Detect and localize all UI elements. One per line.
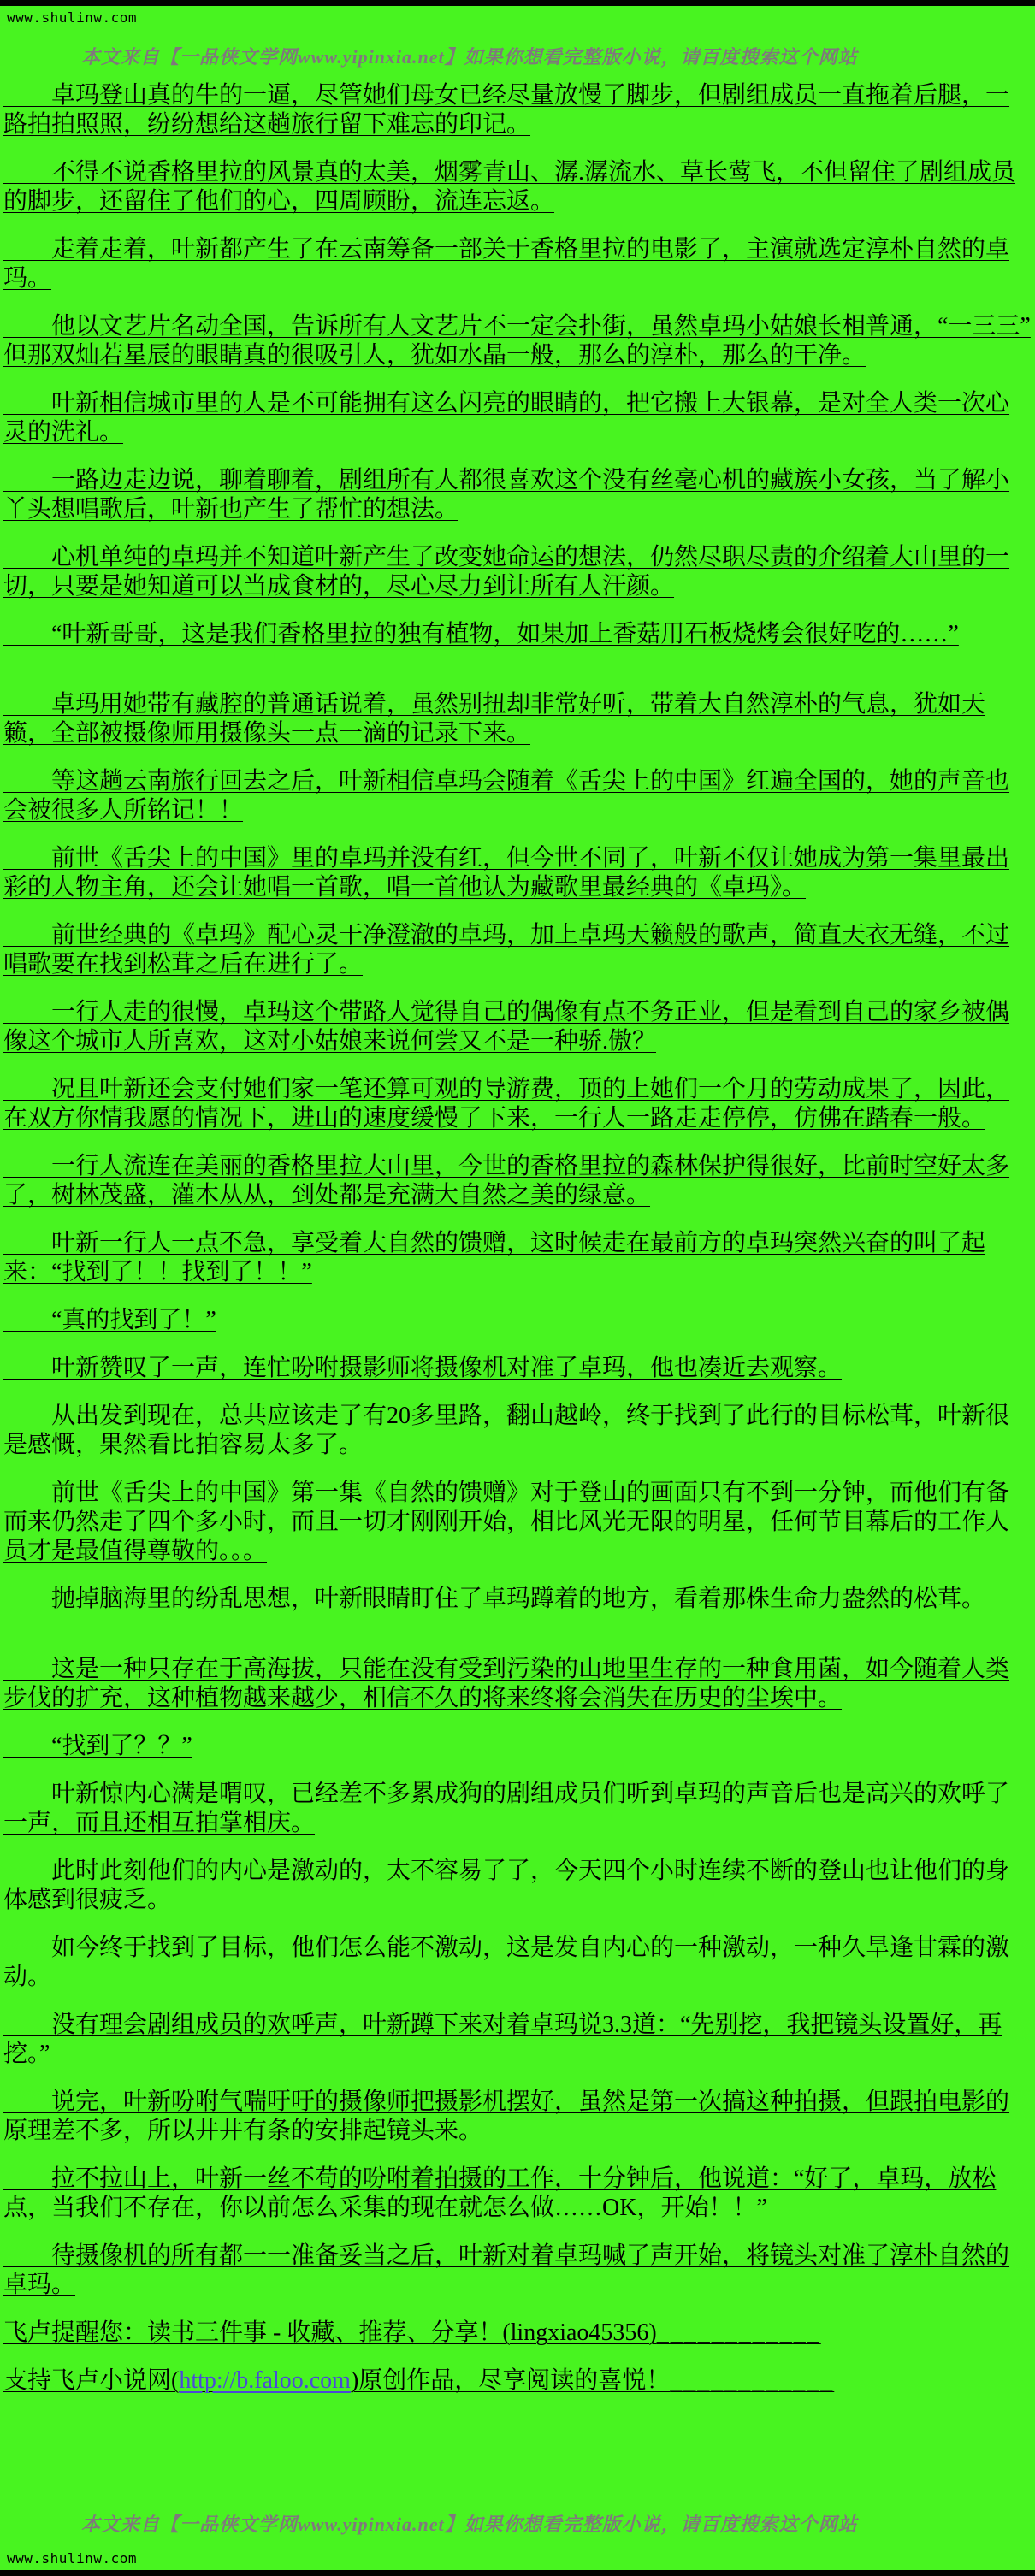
novel-paragraph: 前世《舌尖上的中国》第一集《自然的馈赠》对于登山的画面只有不到一分钟，而他们有备而来仍然走了四个多小时，而且一切才刚刚开始，相比风光无限的明星，任何节目幕后的工作人员才是最值得尊敬的。。。 (3, 1480, 1010, 1564)
novel-paragraph: 他以文艺片名动全国，告诉所有人文艺片不一定会扑街，虽然卓玛小姑娘长相普通，“一三三”但那双灿若星辰的眼睛真的很吸引人，犹如水晶一般，那么的淳朴，那么的干净。 (3, 313, 1031, 369)
novel-paragraph: 一行人流连在美丽的香格里拉大山里，今世的香格里拉的森林保护得很好，比前时空好太多了，树林茂盛，灌木从从，到处都是充满大自然之美的绿意。 (3, 1153, 1010, 1208)
novel-paragraph: 拉不拉山上，叶新一丝不苟的吩咐着拍摄的工作，十分钟后，他说道：“好了，卓玛，放松点，当我们不存在，你以前怎么采集的现在就怎么做……OK，开始！！” (3, 2165, 997, 2221)
promo-support-suffix: )原创作品，尽享阅读的喜悦！ (350, 2367, 671, 2394)
novel-paragraph: 况且叶新还会支付她们家一笔还算可观的导游费，顶的上她们一个月的劳动成果了，因此，在双方你情我愿的情况下，进山的速度缓慢了下来，一行人一路走走停停，仿佛在踏春一般。 (3, 1076, 1010, 1131)
novel-paragraph: 叶新赞叹了一声，连忙吩咐摄影师将摄像机对准了卓玛，他也凑近去观察。 (3, 1355, 843, 1381)
novel-paragraph: “找到了？？” (3, 1733, 192, 1759)
novel-paragraph: 走着走着，叶新都产生了在云南筹备一部关于香格里拉的电影了，主演就选定淳朴自然的卓玛。 (3, 236, 1010, 292)
novel-paragraph: 前世《舌尖上的中国》里的卓玛并没有红，但今世不同了，叶新不仅让她成为第一集里最出彩的人物主角，还会让她唱一首歌，唱一首他认为藏歌里最经典的《卓玛》。 (3, 845, 1010, 901)
site-url-top: www.shulinw.com (7, 9, 137, 26)
novel-paragraph: 这是一种只存在于高海拔，只能在没有受到污染的山地里生存的一种食用菌，如今随着人类步伐的扩充，这种植物越来越少，相信不久的将来终将会消失在历史的尘埃中。 (3, 1656, 1010, 1711)
bottom-divider-bar (0, 2570, 1035, 2576)
novel-paragraph: 叶新相信城市里的人是不可能拥有这么闪亮的眼睛的，把它搬上大银幕，是对全人类一次心灵的洗礼。 (3, 390, 1010, 446)
faloo-site-link[interactable]: http://b.faloo.com (179, 2367, 351, 2394)
novel-paragraph: 从出发到现在，总共应该走了有20多里路，翻山越岭，终于找到了此行的目标松茸，叶新很是感慨，果然看比拍容易太多了。 (3, 1403, 1010, 1458)
promo-reminder-trail: ____________ (656, 2319, 821, 2346)
promo-reminder-text: 飞卢提醒您：读书三件事 - 收藏、推荐、分享！(lingxiao45356) (3, 2319, 657, 2346)
novel-paragraph: “真的找到了！” (3, 1307, 216, 1333)
footer-source-notice: 本文来自【一品侠文学网www.yipinxia.net】如果你想看完整版小说，请百度搜索这个网站 (81, 2514, 858, 2535)
novel-paragraph: 一行人走的很慢，卓玛这个带路人觉得自己的偶像有点不务正业，但是看到自己的家乡被偶像这个城市人所喜欢，这对小姑娘来说何尝又不是一种骄.傲？ (3, 999, 1010, 1055)
page-footer (0, 2510, 1035, 2576)
novel-paragraph: 前世经典的《卓玛》配心灵干净澄澈的卓玛，加上卓玛天籁般的歌声，简直天衣无缝，不过唱歌要在找到松茸之后在进行了。 (3, 922, 1010, 978)
header-source-notice: 本文来自【一品侠文学网www.yipinxia.net】如果你想看完整版小说，请百度搜索这个网站 (81, 46, 858, 68)
novel-paragraph: 等这趟云南旅行回去之后，叶新相信卓玛会随着《舌尖上的中国》红遍全国的，她的声音也会被很多人所铭记！！ (3, 768, 1010, 824)
novel-paragraph: 卓玛用她带有藏腔的普通话说着，虽然别扭却非常好听，带着大自然淳朴的气息，犹如天籁，全部被摄像师用摄像头一点一滴的记录下来。 (3, 691, 986, 747)
top-divider-bar (0, 0, 1035, 6)
novel-paragraph: 说完，叶新吩咐气喘吁吁的摄像师把摄影机摆好，虽然是第一次搞这种拍摄，但跟拍电影的原理差不多，所以井井有条的安排起镜头来。 (3, 2089, 1010, 2144)
novel-paragraph: 不得不说香格里拉的风景真的太美，烟雾青山、潺.潺流水、草长莺飞，不但留住了剧组成员的脚步，还留住了他们的心，四周顾盼，流连忘返。 (3, 159, 1016, 215)
novel-paragraph: 抛掉脑海里的纷乱思想，叶新眼睛盯住了卓玛蹲着的地方，看着那株生命力盎然的松茸。 (3, 1586, 986, 1612)
promo-reminder-line (0, 2319, 1035, 2348)
novel-paragraph: 叶新一行人一点不急，享受着大自然的馈赠，这时候走在最前方的卓玛突然兴奋的叫了起来：“找到了！！找到了！！” (3, 1230, 986, 1285)
novel-paragraph: 如今终于找到了目标，他们怎么能不激动，这是发自内心的一种激动，一种久旱逢甘霖的激动。 (3, 1935, 1010, 1990)
promo-support-trail: ____________ (670, 2367, 835, 2394)
promo-support-prefix: 支持飞卢小说网( (3, 2367, 180, 2394)
novel-paragraph: 卓玛登山真的牛的一逼，尽管她们母女已经尽量放慢了脚步，但剧组成员一直拖着后腿，一路拍拍照照，纷纷想给这趟旅行留下难忘的印记。 (3, 82, 1010, 138)
novel-paragraph: 一路边走边说，聊着聊着，剧组所有人都很喜欢这个没有丝毫心机的藏族小女孩，当了解小丫头想唱歌后，叶新也产生了帮忙的想法。 (3, 467, 1010, 523)
novel-paragraph: 待摄像机的所有都一一准备妥当之后，叶新对着卓玛喊了声开始，将镜头对准了淳朴自然的卓玛。 (3, 2242, 1010, 2298)
site-url-bottom: www.shulinw.com (7, 2550, 137, 2567)
novel-paragraph: 此时此刻他们的内心是激动的，太不容易了了，今天四个小时连续不断的登山也让他们的身体感到很疲乏。 (3, 1858, 1010, 1913)
novel-paragraph: “叶新哥哥，这是我们香格里拉的独有植物，如果加上香菇用石板烧烤会很好吃的……” (3, 621, 959, 647)
novel-paragraph: 没有理会剧组成员的欢呼声，叶新蹲下来对着卓玛说3.3道：“先别挖，我把镜头设置好，再挖。” (3, 2012, 1002, 2067)
novel-paragraph: 心机单纯的卓玛并不知道叶新产生了改变她命运的想法，仍然尽职尽责的介绍着大山里的一切，只要是她知道可以当成食材的，尽心尽力到让所有人汗颜。 (3, 544, 1010, 600)
promo-support-line (0, 2366, 1035, 2396)
novel-content (0, 81, 1035, 2300)
novel-paragraph: 叶新惊内心满是喟叹，已经差不多累成狗的剧组成员们听到卓玛的声音后也是高兴的欢呼了一声，而且还相互拍掌相庆。 (3, 1781, 1010, 1836)
